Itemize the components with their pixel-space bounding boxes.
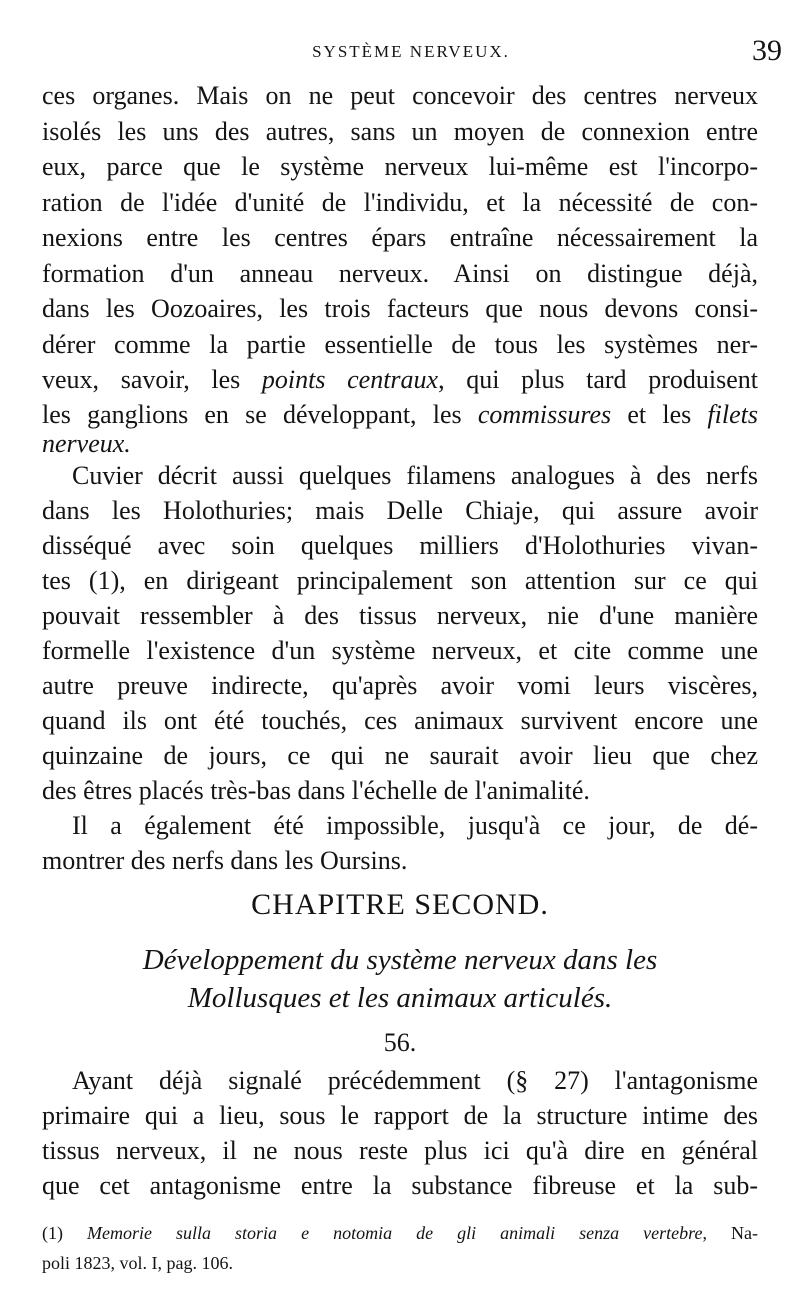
text-line: ces organes. Mais on ne peut concevoir des centres nerveux [42, 81, 758, 110]
text-line: Ayant déjà signalé précédemment (§ 27) l'antagonisme [72, 1066, 758, 1095]
text-line: que cet antagonisme entre la substance fibreuse et la sub- [42, 1171, 758, 1200]
text-line: dérer comme la partie essentielle de tous les systèmes ner- [42, 330, 758, 359]
text-line: des êtres placés très-bas dans l'échelle de l'animalité. [42, 776, 590, 805]
text-line: ration de l'idée d'unité de l'individu, et la nécessité de con- [42, 188, 758, 217]
footnote-line: poli 1823, vol. I, pag. 106. [42, 1253, 233, 1273]
chapter-title: CHAPITRE SECOND. [251, 888, 549, 921]
italic-term-points-centraux: points centraux [261, 365, 439, 394]
text-line: montrer des nerfs dans les Oursins. [42, 846, 408, 875]
section-number: 56. [383, 1028, 417, 1057]
text-line [42, 426, 758, 462]
text-line: formelle l'existence d'un système nerveux, et cite comme une [42, 636, 758, 665]
italic-term-commissures: commissures [477, 400, 612, 429]
italic-term-filets: filets [707, 400, 758, 429]
text-line: tissus nerveux, il ne nous reste plus ici qu'à dire en général [42, 1136, 758, 1165]
text-span: et les [611, 400, 708, 429]
text-line: Il a également été impossible, jusqu'à ce jour, de dé- [72, 811, 758, 840]
text-line: quand ils ont été touchés, ces animaux survivent encore une [42, 706, 758, 735]
text-line: formation d'un anneau nerveux. Ainsi on distingue déjà, [42, 259, 758, 288]
text-line [42, 362, 758, 398]
text-line: isolés les uns des autres, sans un moyen de connexion entre [42, 117, 758, 146]
text-span: , qui plus tard produisent [438, 365, 758, 394]
footnote-marker: (1) [42, 1223, 88, 1243]
chapter-subtitle: Mollusques et les animaux articulés. [187, 982, 613, 1014]
text-line: quinzaine de jours, ce qui ne saurait avoir lieu que chez [42, 741, 758, 770]
text-line: dans les Holothuries; mais Delle Chiaje, qui assure avoir [42, 496, 758, 525]
text-line: primaire qui a lieu, sous le rapport de la structure intime des [42, 1101, 758, 1130]
italic-term-nerveux: nerveux. [42, 429, 131, 458]
text-line: Cuvier décrit aussi quelques filamens analogues à des nerfs [72, 461, 758, 490]
footnote-line [42, 1218, 758, 1248]
text-line: nexions entre les centres épars entraîne nécessairement la [42, 223, 758, 252]
text-span: les ganglions en se développant, les [42, 400, 478, 429]
text-line: tes (1), en dirigeant principalement son attention sur ce qui [42, 566, 758, 595]
text-line: pouvait ressembler à des tissus nerveux, nie d'une manière [42, 601, 758, 630]
footnote-title: Memorie sulla storia e notomia de gli animali senza vertebre [87, 1223, 703, 1243]
running-head [40, 34, 782, 74]
text-line: dans les Oozoaires, les trois facteurs que nous devons consi- [42, 294, 758, 323]
text-span: veux, savoir, les [42, 365, 262, 394]
page-number: 39 [752, 34, 782, 67]
running-head-title: SYSTÈME NERVEUX. [312, 42, 510, 61]
text-line: autre preuve indirecte, qu'après avoir vomi leurs viscères, [42, 671, 758, 700]
text-span: , Na- [702, 1223, 759, 1243]
text-line: disséqué avec soin quelques milliers d'Holothuries vivan- [42, 531, 758, 560]
chapter-subtitle: Développement du système nerveux dans les [142, 944, 658, 976]
text-line: eux, parce que le système nerveux lui-même est l'incorpo- [42, 152, 758, 181]
